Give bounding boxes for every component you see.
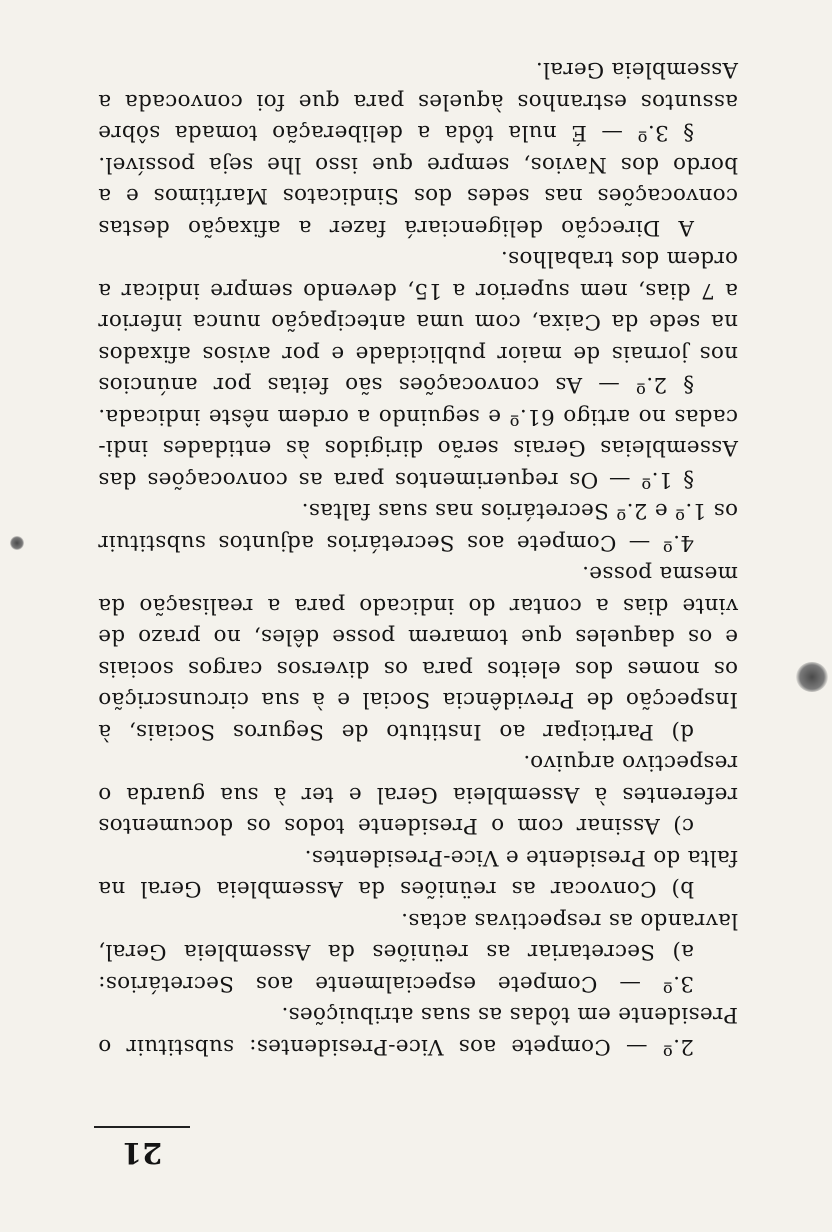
text-line: assuntos estranhos àqueles para que foi convocada a (98, 89, 738, 114)
text-line: c) Assinar com o Presidente todos os documentos (98, 813, 694, 839)
text-line: referentes à Assembleia Geral e ter à sua guarda o (98, 782, 738, 807)
text-line: os 1.º e 2.º Secretários nas suas faltas. (301, 498, 738, 524)
text-line: convocações nas sedes dos Sindicatos Marítimos e a (98, 183, 738, 209)
text-line: respectivo arquivo. (523, 750, 738, 776)
text-line: ordem dos trabalhos. (500, 246, 738, 272)
text-line: A Direcção deligenciará fazer a afixação destas (98, 215, 694, 240)
text-line: cadas no artigo 61.º e seguindo a ordem nêste indicada. (98, 404, 738, 429)
text-line: Inspecção de Previdência Social e à sua circunscrição (98, 687, 738, 713)
ink-spot (10, 536, 24, 550)
text-line: § 2.º — As convocações são feitas por anúncios (98, 372, 694, 398)
text-line: 3.º — Compete especialmente aos Secretários: (98, 971, 694, 996)
text-line: e os daqueles que tomarem posse dêles, no prazo de (98, 624, 738, 650)
text-line: falta do Presidente e Vice-Presidentes. (304, 845, 738, 870)
text-line: b) Convocar as reüniões da Assembleia Geral na (98, 876, 694, 902)
text-line: lavrando as respectivas actas. (400, 908, 738, 933)
text-line: § 3.º — É nula tôda a deliberação tomada sôbre (98, 120, 694, 146)
text-line: § 1.º — Os requerimentos para as convocações das (98, 467, 694, 492)
text-line: 2.º — Compete aos Vice-Presidentes: substituir o (98, 1034, 694, 1059)
text-line: vinte dias a contar do indicado para a realisação da (98, 593, 738, 618)
page-number: 21 (121, 1136, 163, 1170)
body-text (98, 54, 738, 1062)
text-line: Presidente em tôdas as suas atribuições. (281, 1002, 738, 1028)
text-line: mesma posse. (581, 561, 738, 587)
text-line: nos jornais de maior publicidade e por avisos afixados (98, 341, 738, 366)
page-header (92, 1126, 192, 1170)
text-line: bordo dos Navios, sempre que isso lhe seja possível. (98, 152, 738, 177)
text-line: Assembleia Geral. (535, 57, 738, 83)
header-rule (94, 1126, 190, 1128)
text-line: d) Participar ao Instituto de Seguros Sociais, à (98, 719, 694, 744)
ink-blot (796, 662, 828, 692)
text-line: Assembleias Gerais serão dirigidos às entidades indi- (98, 435, 738, 461)
text-line: a) Secretariar as reüniões da Assembleia Geral, (98, 939, 694, 965)
text-line: a 7 dias, nem superior a 15, devendo sempre indicar a (98, 278, 738, 303)
text-line: na sede da Caixa, com uma antecipação nunca inferior (98, 309, 738, 335)
text-line: os nomes dos eleitos para os diversos cargos sociais (98, 656, 738, 681)
text-line: 4.º — Compete aos Secretários adjuntos substituir (98, 530, 694, 555)
